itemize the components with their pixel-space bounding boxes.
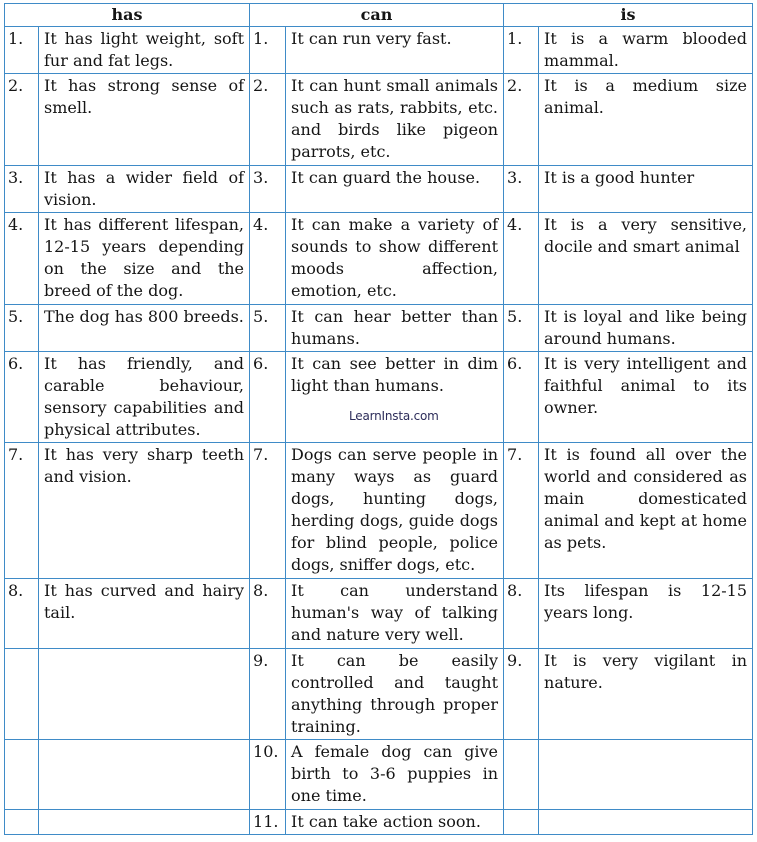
cell-has: It has a wider field of vision.	[39, 166, 250, 213]
cell-is-num	[504, 810, 539, 835]
cell-is: It is very intelligent and faithful animal to its owner.	[539, 352, 753, 443]
cell-has	[39, 740, 250, 810]
cell-can-num: 9.	[250, 649, 286, 740]
watermark: LearnInsta.com	[349, 409, 439, 423]
cell-has: It has light weight, soft fur and fat legs.	[39, 27, 250, 74]
cell-can-num: 1.	[250, 27, 286, 74]
cell-can: It can take action soon.	[286, 810, 504, 835]
cell-is: Its lifespan is 12-15 years long.	[539, 579, 753, 649]
cell-has: It has strong sense of smell.	[39, 74, 250, 166]
cell-can-num: 11.	[250, 810, 286, 835]
cell-has: It has friendly, and carable behaviour, sensory capabilities and physical attributes.	[39, 352, 250, 443]
cell-is-num: 3.	[504, 166, 539, 213]
cell-can-num: 5.	[250, 305, 286, 352]
cell-has: It has curved and hairy tail.	[39, 579, 250, 649]
cell-has: It has very sharp teeth and vision.	[39, 443, 250, 579]
cell-can: A female dog can give birth to 3-6 puppies in one time.	[286, 740, 504, 810]
cell-is: It is found all over the world and considered as main domesticated animal and kept at home as pets.	[539, 443, 753, 579]
cell-is	[539, 740, 753, 810]
cell-can-num: 2.	[250, 74, 286, 166]
cell-can: It can guard the house.	[286, 166, 504, 213]
cell-can-num: 7.	[250, 443, 286, 579]
cell-is-num: 2.	[504, 74, 539, 166]
cell-has-num: 7.	[5, 443, 39, 579]
table-row	[5, 649, 753, 740]
cell-has: The dog has 800 breeds.	[39, 305, 250, 352]
cell-is-num: 4.	[504, 213, 539, 305]
table-row	[5, 443, 753, 579]
cell-has-num: 1.	[5, 27, 39, 74]
cell-is-num: 6.	[504, 352, 539, 443]
cell-is-num: 8.	[504, 579, 539, 649]
cell-has-num: 8.	[5, 579, 39, 649]
cell-is: It is a warm blooded mammal.	[539, 27, 753, 74]
cell-can: It can be easily controlled and taught anything through proper training.	[286, 649, 504, 740]
cell-is-num: 1.	[504, 27, 539, 74]
cell-can: It can see better in dim light than humans.	[286, 352, 504, 443]
table-row	[5, 213, 753, 305]
cell-can: It can understand human's way of talking and nature very well.	[286, 579, 504, 649]
cell-has-num: 5.	[5, 305, 39, 352]
cell-is-num: 7.	[504, 443, 539, 579]
cell-has-num: 6.	[5, 352, 39, 443]
table-row	[5, 810, 753, 835]
cell-is: It is a good hunter	[539, 166, 753, 213]
cell-can-num: 4.	[250, 213, 286, 305]
header-can: can	[250, 4, 504, 27]
cell-can-num: 10.	[250, 740, 286, 810]
table-row	[5, 166, 753, 213]
table-row	[5, 27, 753, 74]
cell-is	[539, 810, 753, 835]
cell-has-num: 2.	[5, 74, 39, 166]
cell-can-num: 8.	[250, 579, 286, 649]
cell-is: It is loyal and like being around humans.	[539, 305, 753, 352]
cell-is-num: 5.	[504, 305, 539, 352]
cell-has-num: 4.	[5, 213, 39, 305]
table-row	[5, 305, 753, 352]
cell-has-num	[5, 810, 39, 835]
cell-has	[39, 649, 250, 740]
cell-is-num	[504, 740, 539, 810]
cell-can: It can run very fast.	[286, 27, 504, 74]
cell-is: It is a very sensitive, docile and smart animal	[539, 213, 753, 305]
cell-has-num	[5, 649, 39, 740]
header-row	[5, 4, 753, 27]
cell-can-num: 6.	[250, 352, 286, 443]
table-row	[5, 740, 753, 810]
cell-can: It can hear better than humans.	[286, 305, 504, 352]
table-row	[5, 74, 753, 166]
cell-can: Dogs can serve people in many ways as guard dogs, hunting dogs, herding dogs, guide dogs for blind people, police dogs, sniffer dogs, etc.	[286, 443, 504, 579]
cell-has: It has different lifespan, 12-15 years depending on the size and the breed of the dog.	[39, 213, 250, 305]
cell-has	[39, 810, 250, 835]
cell-can: It can hunt small animals such as rats, rabbits, etc. and birds like pigeon parrots, etc.	[286, 74, 504, 166]
cell-can: It can make a variety of sounds to show different moods affection, emotion, etc.	[286, 213, 504, 305]
cell-is-num: 9.	[504, 649, 539, 740]
table-row	[5, 352, 753, 443]
cell-has-num: 3.	[5, 166, 39, 213]
table-row	[5, 579, 753, 649]
cell-can-num: 3.	[250, 166, 286, 213]
cell-is: It is a medium size animal.	[539, 74, 753, 166]
header-has: has	[5, 4, 250, 27]
header-is: is	[504, 4, 753, 27]
cell-is: It is very vigilant in nature.	[539, 649, 753, 740]
cell-has-num	[5, 740, 39, 810]
